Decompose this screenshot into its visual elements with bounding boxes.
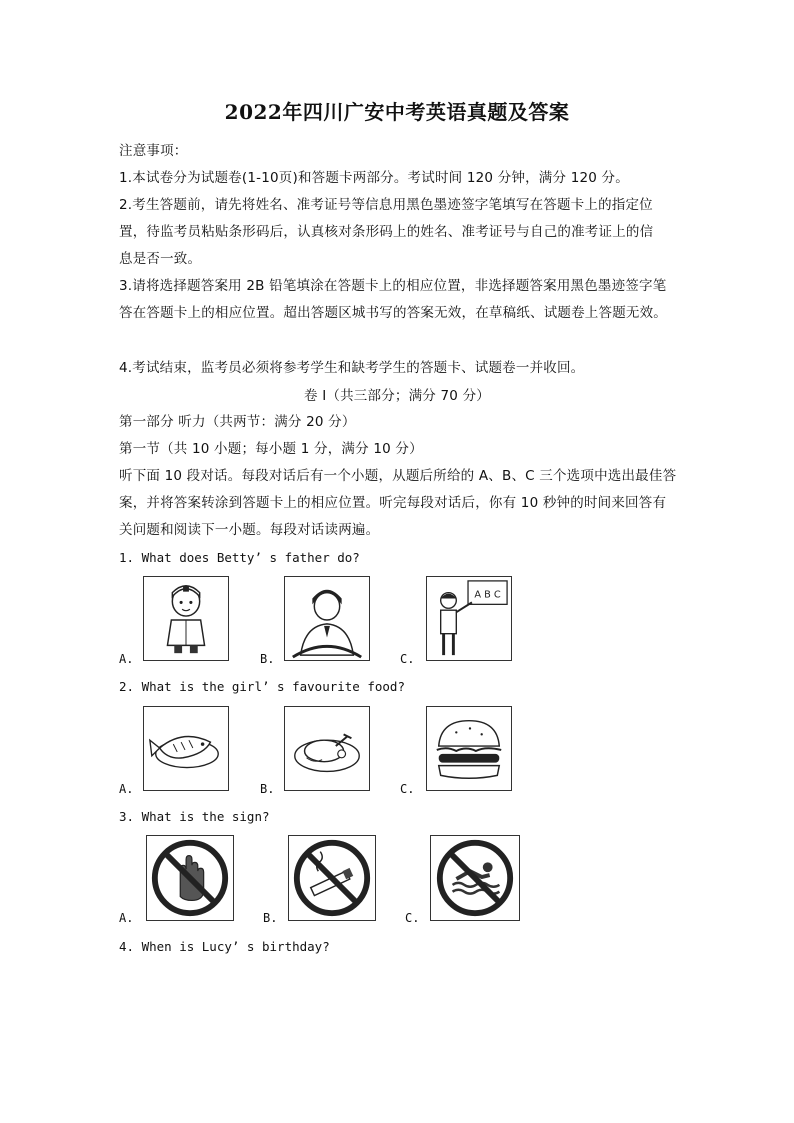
q1-option-b-label: B. bbox=[260, 652, 275, 666]
fish-icon bbox=[143, 706, 229, 791]
notice-heading: 注意事项： bbox=[119, 143, 188, 159]
hamburger-icon bbox=[426, 706, 512, 791]
no-smoking-sign-icon bbox=[288, 835, 376, 921]
doctor-icon bbox=[143, 576, 229, 661]
volume-heading: 卷 I（共三部分；满分 70 分） bbox=[304, 388, 490, 404]
q3-option-a-label: A. bbox=[119, 911, 134, 925]
notice-line-2: 2.考生答题前，请先将姓名、准考证号等信息用黑色墨迹签字笔填写在答题卡上的指定位 bbox=[119, 197, 653, 213]
notice-line-4: 息是否一致。 bbox=[119, 251, 202, 267]
instruction-line-3: 关问题和阅读下一小题。每段对话读两遍。 bbox=[119, 522, 380, 538]
notice-line-3: 置，待监考员粘贴条形码后，认真核对条形码上的姓名、准考证号与自己的准考证上的信 bbox=[119, 224, 654, 240]
notice-line-7: 4.考试结束，监考员必须将参考学生和缺考学生的答题卡、试题卷一并收回。 bbox=[119, 360, 585, 376]
notice-line-5: 3.请将选择题答案用 2B 铅笔填涂在答题卡上的相应位置，非选择题答案用黑色墨迹签字笔 bbox=[119, 278, 667, 294]
teacher-icon bbox=[426, 576, 512, 661]
no-swimming-sign-icon bbox=[430, 835, 520, 921]
section-heading: 第一节（共 10 小题；每小题 1 分，满分 10 分） bbox=[119, 441, 423, 457]
instruction-line-1: 听下面 10 段对话。每段对话后有一个小题，从题后所给的 A、B、C 三个选项中选出最佳答 bbox=[119, 468, 677, 484]
question-2: 2. What is the girl’ s favourite food? bbox=[119, 679, 405, 694]
part-heading: 第一部分 听力（共两节：满分 20 分） bbox=[119, 414, 356, 430]
q3-option-b-label: B. bbox=[263, 911, 278, 925]
page-title: 2022年四川广安中考英语真题及答案 bbox=[224, 100, 570, 124]
q2-option-c-label: C. bbox=[400, 782, 415, 796]
notice-line-1: 1.本试卷分为试题卷(1-10页)和答题卡两部分。考试时间 120 分钟，满分 120 分。 bbox=[119, 170, 629, 186]
q3-option-c-label: C. bbox=[405, 911, 420, 925]
q1-option-c-label: C. bbox=[400, 652, 415, 666]
no-touching-sign-icon bbox=[146, 835, 234, 921]
notice-line-6: 答在答题卡上的相应位置。超出答题区城书写的答案无效，在草稿纸、试题卷上答题无效。 bbox=[119, 305, 667, 321]
question-4: 4. When is Lucy’ s birthday? bbox=[119, 939, 330, 954]
question-1: 1. What does Betty’ s father do? bbox=[119, 550, 360, 565]
q2-option-b-label: B. bbox=[260, 782, 275, 796]
q1-option-a-label: A. bbox=[119, 652, 134, 666]
chicken-icon bbox=[284, 706, 370, 791]
question-3: 3. What is the sign? bbox=[119, 809, 270, 824]
instruction-line-2: 案，并将答案转涂到答题卡上的相应位置。听完每段对话后，你有 10 秒钟的时间来回答有 bbox=[119, 495, 667, 511]
board-text: A B C bbox=[474, 589, 501, 601]
q2-option-a-label: A. bbox=[119, 782, 134, 796]
driver-icon bbox=[284, 576, 370, 661]
